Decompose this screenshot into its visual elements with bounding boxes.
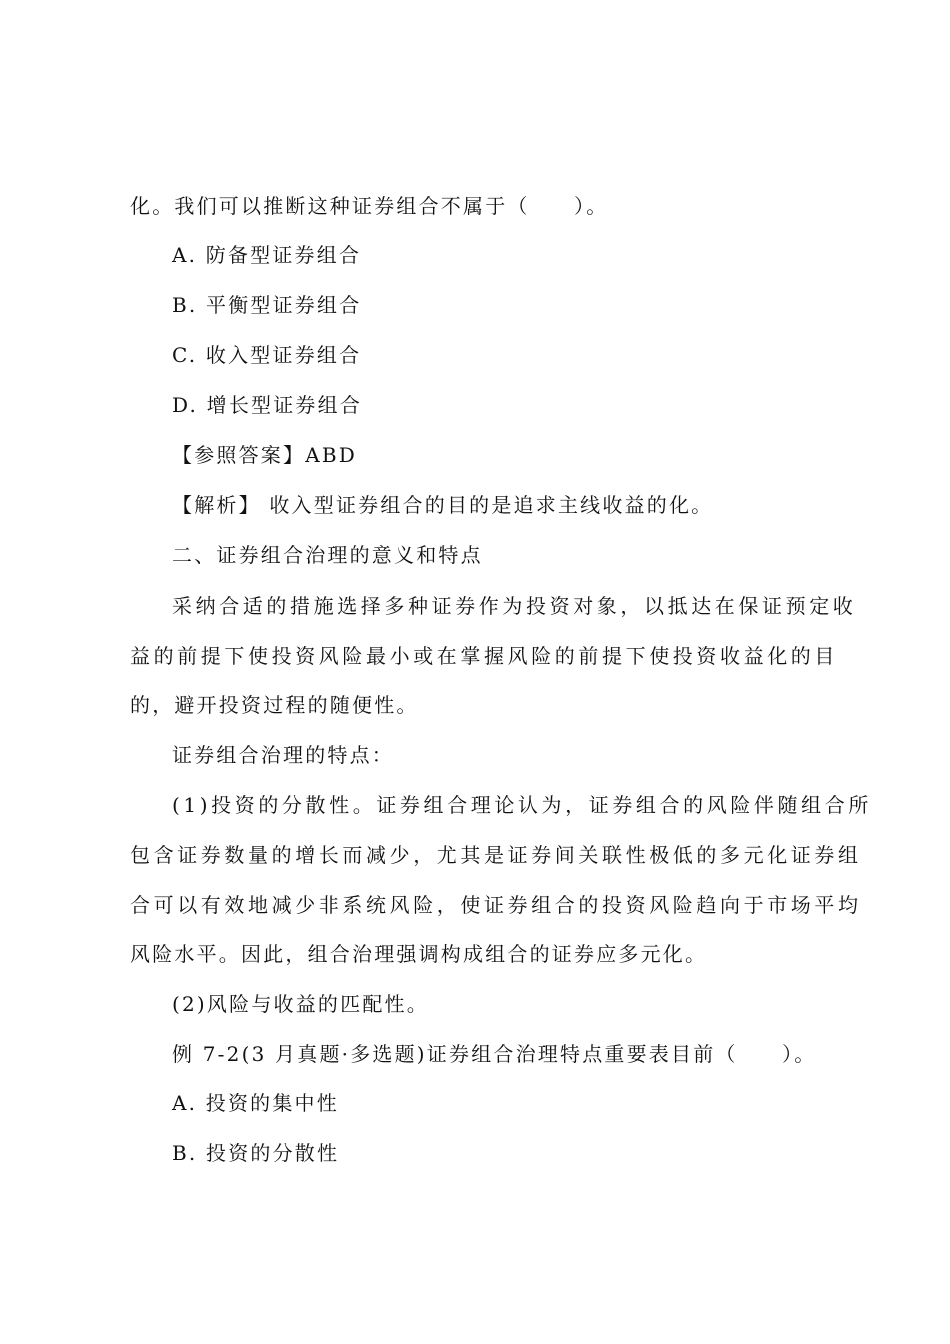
option-a: A. 投资的集中性 <box>172 1091 339 1115</box>
paragraph-line: 风险水平。因此，组合治理强调构成组合的证券应多元化。 <box>130 942 708 966</box>
example-question: 例 7-2(3 月真题·多选题)证券组合治理特点重要表目前（ ）。 <box>172 1042 817 1066</box>
paragraph-line: 合可以有效地减少非系统风险，使证券组合的投资风险趋向于市场平均 <box>130 893 862 917</box>
option-d: D. 增长型证券组合 <box>172 393 363 417</box>
paragraph-line: (1)投资的分散性。证券组合理论认为，证券组合的风险伴随组合所 <box>172 793 872 817</box>
option-a: A. 防备型证券组合 <box>172 243 362 267</box>
paragraph-line: 益的前提下使投资风险最小或在掌握风险的前提下使投资收益化的目 <box>130 644 838 668</box>
paragraph-line: 采纳合适的措施选择多种证券作为投资对象，以抵达在保证预定收 <box>172 594 857 618</box>
question-stem-continuation: 化。我们可以推断这种证券组合不属于（ ）。 <box>130 194 609 218</box>
option-b: B. 投资的分散性 <box>172 1141 340 1165</box>
paragraph-line: 包含证券数量的增长而减少，尤其是证券间关联性极低的多元化证券组 <box>130 843 862 867</box>
analysis: 【解析】 收入型证券组合的目的是追求主线收益的化。 <box>172 493 714 517</box>
option-b: B. 平衡型证券组合 <box>172 293 362 317</box>
reference-answer: 【参照答案】ABD <box>172 443 357 467</box>
paragraph-line: 的，避开投资过程的随便性。 <box>130 693 419 717</box>
option-c: C. 收入型证券组合 <box>172 343 362 367</box>
feature-2: (2)风险与收益的匹配性。 <box>172 992 429 1016</box>
features-heading: 证券组合治理的特点： <box>172 743 394 767</box>
section-heading: 二、证券组合治理的意义和特点 <box>172 543 483 567</box>
